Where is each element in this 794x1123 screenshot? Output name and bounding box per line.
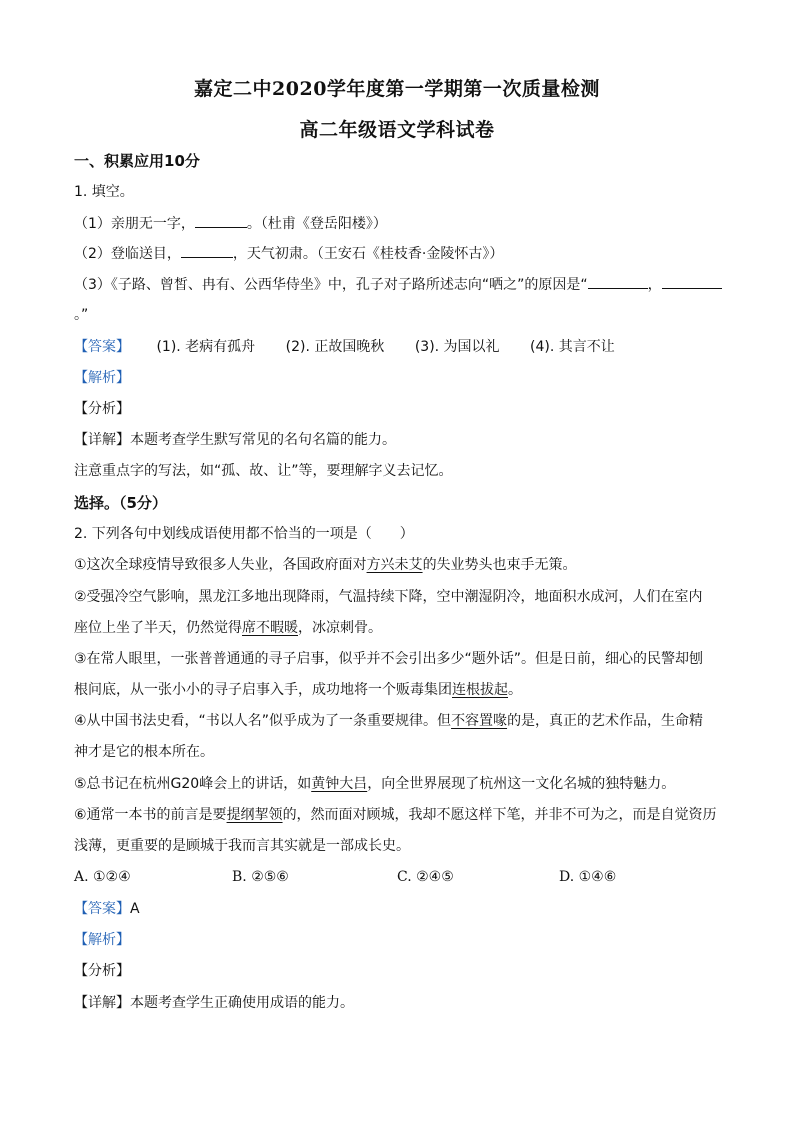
sentence-text: ⑤总书记在杭州G20峰会上的讲话，如 <box>74 776 312 792</box>
answer-tag: 【答案】 <box>74 339 130 355</box>
q1-item-3 <box>74 274 724 295</box>
q1-note: 注意重点字的写法，如“孤、故、让”等，要理解字义去记忆。 <box>74 463 453 479</box>
q1-stem: 1. 填空。 <box>74 184 134 200</box>
q2-sentence-3-line-2 <box>74 680 724 700</box>
q1-item-3-mid: ， <box>647 277 662 293</box>
q1-detail <box>74 430 724 450</box>
option-a: A. ①②④ <box>74 869 131 885</box>
q1-item-1-post: 。（杜甫《登岳阳楼》） <box>246 216 387 232</box>
q2-sentence-1 <box>74 555 724 575</box>
q2-detail <box>74 993 724 1013</box>
sentence-text: 的，然而面对顾城，我却不愿这样下笔，并非不可为之，而是自觉资历 <box>282 807 717 823</box>
q1-answer-row <box>74 337 724 357</box>
answer-blank <box>195 213 247 228</box>
q2-sentence-2-line-2 <box>74 618 724 638</box>
answer-tag: 【答案】 <box>74 901 130 917</box>
sentence-text: ⑥通常一本书的前言是要 <box>74 807 227 823</box>
q2-sentence-4-line-1 <box>74 711 724 731</box>
sentence-text: 的是，真正的艺术作品，生命精 <box>507 713 704 729</box>
q2-sentence-5 <box>74 774 724 794</box>
q1-answer-3: (3). 为国以礼 <box>414 339 500 355</box>
option-c: C. ②④⑤ <box>397 869 454 885</box>
answer-blank <box>588 274 648 289</box>
exam-subtitle: 高二年级语文学科试卷 <box>299 119 495 141</box>
fenxi-tag: 【分析】 <box>74 401 130 417</box>
q2-answer-row <box>74 899 724 919</box>
option-d: D. ①④⑥ <box>559 869 617 885</box>
q2-sentence-4-line-2: 神才是它的根本所在。 <box>74 744 214 760</box>
q2-sentence-6-line-1 <box>74 805 724 825</box>
sentence-text: ④从中国书法史看，“书以人名”似乎成为了一条重要规律。但 <box>74 713 452 729</box>
q2-stem: 2. 下列各句中划线成语使用都不恰当的一项是（ ） <box>74 526 414 542</box>
q1-answer-4: (4). 其言不让 <box>530 339 615 355</box>
answer-blank <box>181 243 233 258</box>
underlined-idiom: 方兴未艾 <box>366 557 423 573</box>
sentence-text: 。 <box>508 682 522 698</box>
sentence-text: ①这次全球疫情导致很多人失业，各国政府面对 <box>74 557 367 573</box>
detail-text: 本题考查学生默写常见的名句名篇的能力。 <box>130 432 396 448</box>
q2-sentence-6-line-2: 浅薄，更重要的是顾城于我而言其实就是一部成长史。 <box>74 838 410 854</box>
analysis-tag: 【解析】 <box>74 370 130 386</box>
q1-item-2-post: ，天气初肃。（王安石《桂枝香·金陵怀古》） <box>232 246 504 262</box>
sentence-text: ，冰凉刺骨。 <box>298 620 382 636</box>
detail-tag: 【详解】 <box>74 432 130 448</box>
q2-sentence-3-line-1: ③在常人眼里，一张普普通通的寻子启事，似乎并不会引出多少“题外话”。但是日前，细心的民警却刨 <box>74 651 704 667</box>
section-heading-1: 一、积累应用10分 <box>74 152 200 170</box>
q2-sentence-2-line-1: ②受强冷空气影响，黑龙江多地出现降雨，气温持续下降，空中潮湿阴冷，地面积水成河，人们在室内 <box>74 589 703 605</box>
sentence-text: 座位上坐了半天，仍然觉得 <box>74 620 242 636</box>
q1-answer-1: (1). 老病有孤舟 <box>156 339 256 355</box>
q1-answer-2: (2). 正故国晚秋 <box>285 339 385 355</box>
sentence-text: 根问底，从一张小小的寻子启事入手，成功地将一个贩毒集团 <box>74 682 452 698</box>
answer-blank <box>662 274 722 289</box>
fenxi-tag: 【分析】 <box>74 963 130 979</box>
underlined-idiom: 不容置喙 <box>451 713 508 729</box>
detail-tag: 【详解】 <box>74 995 130 1011</box>
underlined-idiom: 连根拔起 <box>452 682 508 698</box>
sentence-text: 的失业势头也束手无策。 <box>422 557 577 573</box>
q2-answer: A <box>130 901 140 917</box>
underlined-idiom: 席不暇暖 <box>242 620 298 636</box>
q1-item-3-end: 。” <box>74 307 89 323</box>
q1-item-2-pre: （2）登临送目， <box>74 246 181 262</box>
q1-item-3-pre: （3）《子路、曾皙、冉有、公西华侍坐》中，孔子对子路所述志向“哂之”的原因是“ <box>74 277 588 293</box>
analysis-tag: 【解析】 <box>74 932 130 948</box>
underlined-idiom: 黄钟大吕 <box>311 776 368 792</box>
q1-item-1-pre: （1）亲朋无一字， <box>74 216 195 232</box>
sentence-text: ，向全世界展现了杭州这一文化名城的独特魅力。 <box>367 776 676 792</box>
underlined-idiom: 提纲挈领 <box>226 807 283 823</box>
q1-item-2 <box>74 243 724 264</box>
exam-title: 嘉定二中2020学年度第一学期第一次质量检测 <box>194 78 600 100</box>
section-heading-2: 选择。（5分） <box>74 494 167 512</box>
detail-text: 本题考查学生正确使用成语的能力。 <box>130 995 354 1011</box>
option-b: B. ②⑤⑥ <box>232 869 289 885</box>
q1-item-1 <box>74 213 724 234</box>
